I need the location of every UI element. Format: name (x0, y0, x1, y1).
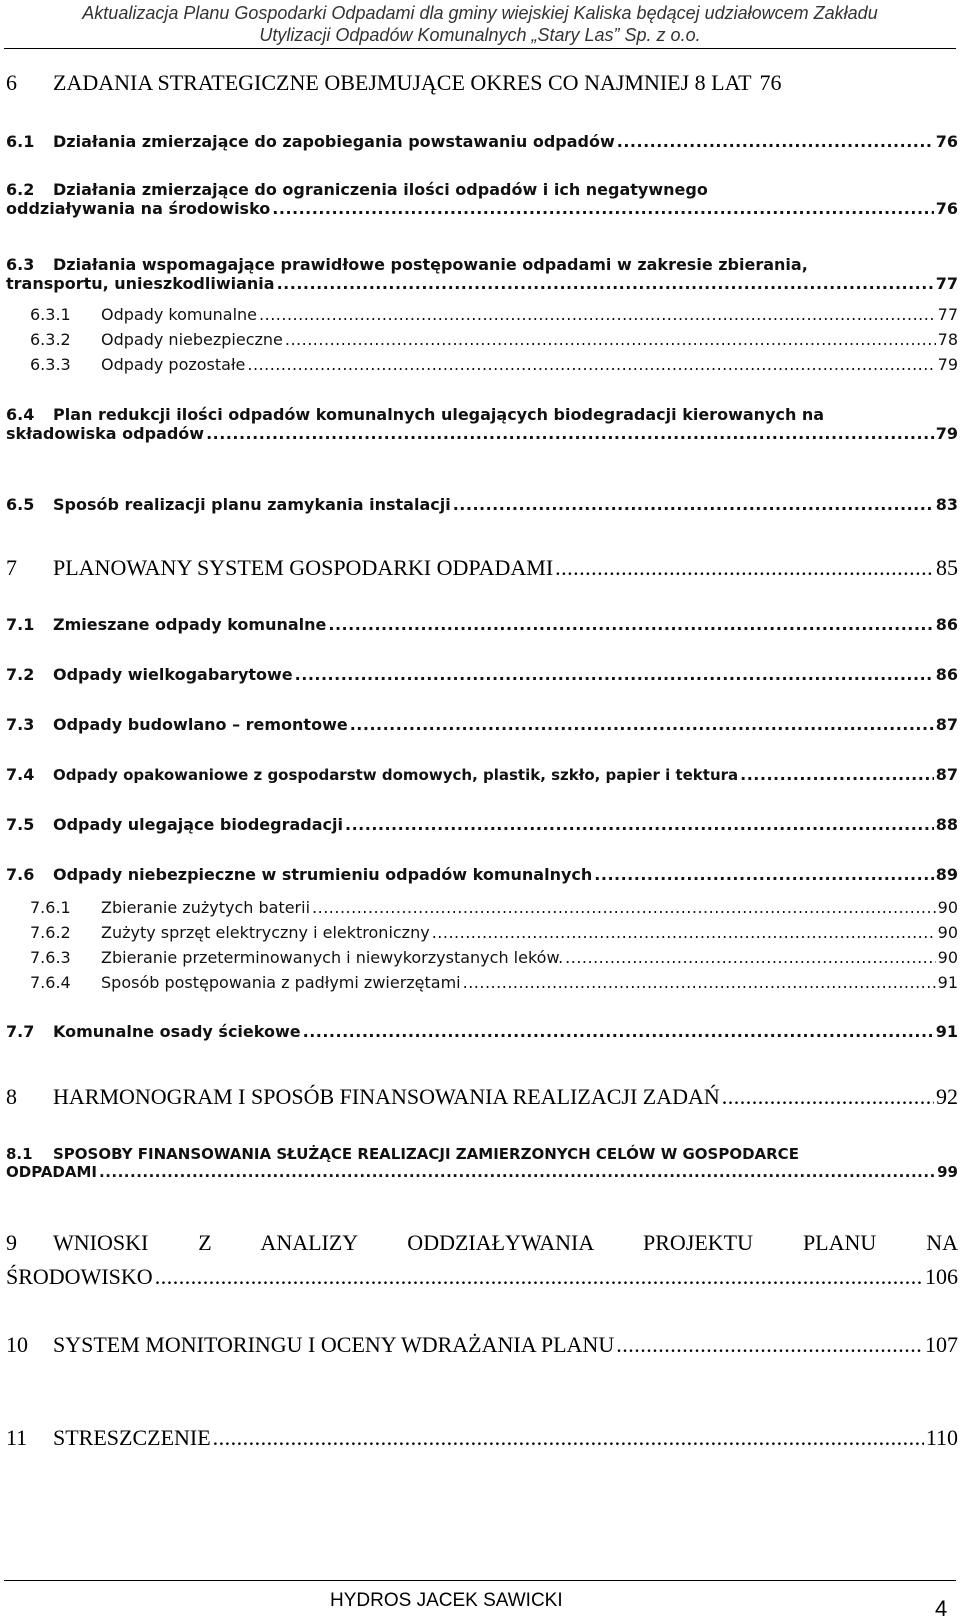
toc-page: 77 (935, 274, 958, 293)
toc-title-line-2: ŚRODOWISKO (6, 1264, 153, 1289)
toc-title-line-1: Działania wspomagające prawidłowe postępowanie odpadami w zakresie zbierania, (53, 255, 808, 274)
toc-number: 7.2 (6, 665, 35, 684)
toc-page: 91 (935, 1022, 958, 1041)
toc-number: 10 (6, 1332, 28, 1357)
toc-leader (247, 355, 935, 374)
toc-leader (155, 1264, 923, 1290)
toc-title-line-1: Działania zmierzające do ograniczenia ilości odpadów i ich negatywnego (53, 180, 708, 199)
toc-entry-7-7[interactable] (6, 1022, 958, 1041)
toc-number: 6.4 (6, 405, 35, 424)
toc-page: 90 (937, 948, 958, 967)
toc-entry-6-3[interactable] (6, 255, 958, 293)
toc-title: Odpady komunalne (101, 305, 258, 324)
toc-number: 7.1 (6, 615, 35, 634)
toc-number: 7.6.4 (30, 973, 71, 992)
toc-title: PLANOWANY SYSTEM GOSPODARKI ODPADAMI (53, 555, 554, 580)
toc-entry-6-3-2[interactable] (30, 330, 958, 349)
toc-title-line-1: Plan redukcji ilości odpadów komunalnych ulegających biodegradacji kierowanych na (53, 405, 825, 424)
toc-number: 6.1 (6, 132, 35, 151)
toc-title-line-1: WNIOSKI Z ANALIZY ODDZIAŁYWANIA PROJEKTU PLANU NA (53, 1230, 958, 1255)
toc-leader (99, 1163, 935, 1181)
toc-number: 7.3 (6, 715, 35, 734)
toc-number: 8 (6, 1084, 17, 1109)
toc-number: 6.3.3 (30, 355, 71, 374)
toc-entry-7-3[interactable] (6, 715, 958, 734)
toc-number: 7.4 (6, 765, 35, 784)
toc-leader (432, 923, 936, 942)
toc-title: Odpady budowlano – remontowe (53, 715, 348, 734)
toc-title: STRESZCZENIE (53, 1425, 211, 1450)
toc-page: 86 (935, 615, 958, 634)
page-number: 4 (935, 1596, 948, 1621)
toc-page: 87 (935, 765, 958, 784)
toc-page: 106 (925, 1264, 958, 1289)
toc-entry-6-2[interactable] (6, 180, 958, 218)
toc-number: 6.3.2 (30, 330, 71, 349)
toc-page: 76 (935, 132, 958, 151)
toc-leader (312, 898, 936, 917)
toc-number: 11 (6, 1425, 28, 1450)
toc-page: 86 (935, 665, 958, 684)
toc-title: Komunalne osady ściekowe (53, 1022, 301, 1041)
toc-entry-6-3-3[interactable] (30, 355, 958, 374)
toc-entry-7-6-4[interactable] (30, 973, 958, 992)
toc-number: 7.6.1 (30, 898, 71, 917)
footer-divider (4, 1580, 956, 1581)
toc-title-line-2: składowiska odpadów (6, 424, 205, 443)
toc-title: Odpady niebezpieczne w strumieniu odpadów komunalnych (53, 865, 593, 884)
toc-entry-6-4[interactable] (6, 405, 958, 443)
toc-entry-7-6-3[interactable] (30, 948, 958, 967)
toc-entry-8-1[interactable] (6, 1145, 958, 1181)
toc-page: 88 (935, 815, 958, 834)
toc-page: 90 (937, 923, 958, 942)
toc-page: 85 (936, 555, 958, 580)
toc-leader (722, 1084, 934, 1110)
toc-title-line-1: SPOSOBY FINANSOWANIA SŁUŻĄCE REALIZACJI ZAMIERZONYCH CELÓW W GOSPODARCE (53, 1145, 799, 1163)
toc-leader (350, 715, 934, 734)
toc-page: 78 (937, 330, 958, 349)
toc-page: 107 (925, 1332, 958, 1357)
toc-number: 6.2 (6, 180, 35, 199)
toc-entry-6[interactable] (6, 70, 958, 96)
toc-number: 7.6 (6, 865, 35, 884)
toc-entry-6-3-1[interactable] (30, 305, 958, 324)
toc-leader (617, 132, 934, 151)
toc-entry-7-6-2[interactable] (30, 923, 958, 942)
toc-title: SYSTEM MONITORINGU I OCENY WDRAŻANIA PLANU (53, 1332, 615, 1357)
toc-entry-6-1[interactable] (6, 132, 958, 151)
toc-page: 89 (935, 865, 958, 884)
toc-title: Odpady ulegające biodegradacji (53, 815, 343, 834)
toc-title: Odpady pozostałe (101, 355, 246, 374)
toc-page: 76 (935, 199, 958, 218)
header-line-1: Aktualizacja Planu Gospodarki Odpadami dla gminy wiejskiej Kaliska będącej udziałowcem Zakładu (82, 3, 878, 23)
toc-leader (259, 305, 936, 324)
toc-page: 87 (935, 715, 958, 734)
toc-title: Sposób postępowania z padłymi zwierzętami (101, 973, 461, 992)
toc-entry-7-6-1[interactable] (30, 898, 958, 917)
toc-entry-7-4[interactable] (6, 765, 958, 784)
toc-leader (272, 199, 933, 218)
toc-number: 7.6.3 (30, 948, 71, 967)
toc-leader (285, 330, 936, 349)
toc-title: Zużyty sprzęt elektryczny i elektroniczny (101, 923, 430, 942)
toc-entry-9[interactable] (6, 1230, 958, 1290)
toc-leader (206, 424, 934, 443)
toc-title: Odpady opakowaniowe z gospodarstw domowych, plastik, szkło, papier i tektura (53, 766, 739, 784)
toc-number: 7.5 (6, 815, 35, 834)
toc-leader (594, 865, 933, 884)
toc-entry-7-1[interactable] (6, 615, 958, 634)
toc-entry-7[interactable] (6, 555, 958, 581)
toc-entry-8[interactable] (6, 1084, 958, 1110)
toc-leader (463, 973, 936, 992)
toc-number: 7 (6, 555, 17, 580)
toc-title-line-2: oddziaływania na środowisko (6, 199, 271, 218)
toc-leader (453, 495, 934, 514)
toc-page: 90 (937, 898, 958, 917)
toc-entry-7-2[interactable] (6, 665, 958, 684)
toc-title: HARMONOGRAM I SPOSÓB FINANSOWANIA REALIZACJI ZADAŃ (53, 1084, 720, 1109)
toc-number: 6 (6, 70, 17, 95)
toc-entry-11[interactable] (6, 1425, 958, 1451)
toc-leader (345, 815, 934, 834)
toc-leader (303, 1022, 934, 1041)
toc-leader (295, 665, 934, 684)
toc-leader (565, 948, 935, 967)
toc-title: Sposób realizacji planu zamykania instalacji (53, 495, 451, 514)
toc-number: 7.7 (6, 1022, 35, 1041)
toc-title-line-2: transportu, unieszkodliwiania (6, 274, 275, 293)
toc-entry-10[interactable] (6, 1332, 958, 1358)
toc-page: 92 (936, 1084, 958, 1109)
toc-entry-7-6[interactable] (6, 865, 958, 884)
toc-title: Odpady wielkogabarytowe (53, 665, 293, 684)
header-line-2: Utylizacji Odpadów Komunalnych „Stary Las” Sp. z o.o. (259, 25, 701, 45)
toc-page: 83 (935, 495, 958, 514)
toc-page: 76 (759, 70, 782, 95)
toc-page: 99 (937, 1163, 958, 1181)
toc-number: 6.3 (6, 255, 35, 274)
document-header (0, 2, 960, 46)
header-divider (4, 48, 956, 49)
toc-leader (213, 1425, 924, 1451)
toc-entry-7-5[interactable] (6, 815, 958, 834)
toc-leader (555, 555, 934, 581)
toc-number: 6.3.1 (30, 305, 71, 324)
toc-title: Zbieranie przeterminowanych i niewykorzystanych leków. (101, 948, 564, 967)
toc-number: 6.5 (6, 495, 35, 514)
toc-page: 91 (937, 973, 958, 992)
toc-leader (740, 765, 934, 784)
toc-page: 79 (937, 355, 958, 374)
toc-page: 79 (935, 424, 958, 443)
toc-title: Zbieranie zużytych baterii (101, 898, 311, 917)
toc-title: Działania zmierzające do zapobiegania powstawaniu odpadów (53, 132, 615, 151)
toc-title: Odpady niebezpieczne (101, 330, 283, 349)
toc-leader (277, 274, 934, 293)
toc-entry-6-5[interactable] (6, 495, 958, 514)
footer-author: HYDROS JACEK SAWICKI (330, 1590, 563, 1611)
toc-number: 7.6.2 (30, 923, 71, 942)
toc-page: 77 (937, 305, 958, 324)
toc-page: 110 (925, 1425, 958, 1450)
toc-title-line-2: ODPADAMI (6, 1163, 97, 1181)
toc-number: 8.1 (6, 1145, 33, 1163)
toc-leader (328, 615, 933, 634)
toc-title: ZADANIA STRATEGICZNE OBEJMUJĄCE OKRES CO NAJMNIEJ 8 LAT (53, 70, 752, 95)
toc-leader (616, 1332, 923, 1358)
toc-number: 9 (6, 1230, 17, 1255)
toc-title: Zmieszane odpady komunalne (53, 615, 327, 634)
